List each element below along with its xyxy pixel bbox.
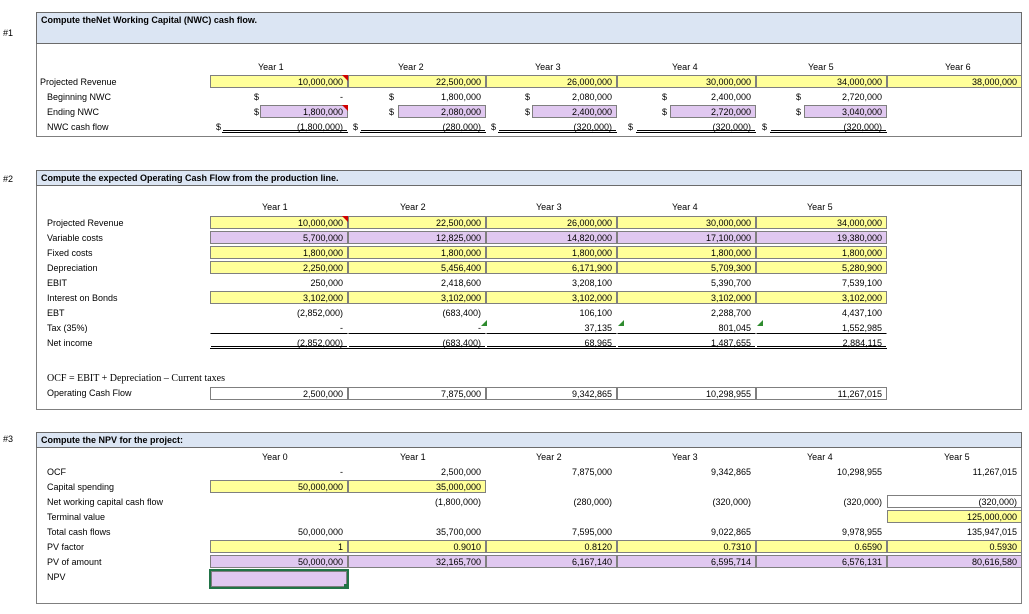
currency-symbol: $ [796, 92, 802, 102]
s2-cell[interactable]: 3,102,000 [348, 291, 486, 304]
s3-year-header: Year 1 [400, 452, 426, 462]
s2-cell[interactable]: 5,280,900 [756, 261, 887, 274]
s2-row-label: EBT [47, 308, 65, 318]
s2-cell[interactable]: 68,965 [486, 336, 617, 349]
s2-year-header: Year 4 [672, 202, 698, 212]
s3-cell[interactable]: (320,000) [887, 495, 1022, 508]
s3-cell[interactable]: 6,167,140 [486, 555, 617, 568]
s2-cell[interactable]: 3,102,000 [756, 291, 887, 304]
s2-cell[interactable]: 2,500,000 [210, 387, 348, 400]
s1-year-header: Year 2 [398, 62, 424, 72]
s2-row-label: Variable costs [47, 233, 103, 243]
s1-cell[interactable]: 10,000,000 [210, 75, 348, 88]
s3-cell[interactable]: 125,000,000 [887, 510, 1022, 523]
currency-symbol: $ [525, 107, 531, 117]
s2-row-label: Fixed costs [47, 248, 93, 258]
currency-symbol: $ [389, 107, 395, 117]
s2-year-header: Year 2 [400, 202, 426, 212]
currency-symbol: $ [389, 92, 395, 102]
s3-year-header: Year 3 [672, 452, 698, 462]
s2-year-header: Year 5 [807, 202, 833, 212]
s1-cell[interactable]: (320,000) [636, 120, 756, 133]
s2-cell[interactable]: 10,298,955 [617, 387, 756, 400]
s1-year-header: Year 3 [535, 62, 561, 72]
s3-row-label: NPV [47, 572, 66, 582]
s1-year-header: Year 5 [808, 62, 834, 72]
s1-cell[interactable]: 22,500,000 [348, 75, 486, 88]
s3-cell[interactable]: 9,978,955 [841, 527, 882, 537]
ocf-formula: OCF = EBIT + Depreciation – Current taxes [47, 373, 226, 384]
s3-cell[interactable]: 80,616,580 [887, 555, 1022, 568]
s3-cell[interactable]: 50,000,000 [297, 527, 343, 537]
s3-cell[interactable]: 35,000,000 [348, 480, 486, 493]
s2-cell[interactable]: - [348, 321, 486, 334]
s1-cell[interactable]: 2,400,000 [532, 105, 617, 118]
s2-cell[interactable]: 11,267,015 [756, 387, 887, 400]
s3-cell[interactable]: 9,022,865 [710, 527, 751, 537]
s2-cell[interactable]: 34,000,000 [756, 216, 887, 229]
s2-row-label: Depreciation [47, 263, 98, 273]
s3-cell[interactable]: 2,500,000 [440, 467, 481, 477]
s1-cell[interactable]: (320,000) [498, 120, 617, 133]
s2-row-label: Interest on Bonds [47, 293, 118, 303]
s2-cell[interactable]: 1,800,000 [210, 246, 348, 259]
s2-cell[interactable]: (2,852,000) [296, 308, 343, 318]
s3-cell[interactable]: 50,000,000 [210, 555, 348, 568]
s3-year-header: Year 5 [944, 452, 970, 462]
s2-cell[interactable]: 3,102,000 [617, 291, 756, 304]
s3-cell[interactable]: 1 [210, 540, 348, 553]
s2-row-label: Projected Revenue [47, 218, 124, 228]
currency-symbol: $ [662, 107, 668, 117]
section-2-title: Compute the expected Operating Cash Flow from the production line. [36, 170, 1022, 186]
currency-symbol: $ [353, 122, 359, 132]
s1-row-label: Projected Revenue [40, 77, 117, 87]
s3-cell[interactable]: 135,947,015 [966, 527, 1017, 537]
currency-symbol: $ [491, 122, 497, 132]
s2-cell[interactable]: 2,884,115 [756, 336, 887, 349]
s2-row-label: Operating Cash Flow [47, 388, 132, 398]
s2-cell[interactable]: 14,820,000 [486, 231, 617, 244]
s3-cell[interactable]: 10,298,955 [836, 467, 882, 477]
error-flag-icon [618, 320, 624, 326]
s2-cell[interactable]: 3,102,000 [210, 291, 348, 304]
s2-cell[interactable]: 801,045 [617, 321, 756, 334]
s3-cell[interactable]: - [340, 467, 343, 477]
s3-cell[interactable]: 0.6590 [756, 540, 887, 553]
s2-cell[interactable]: 1,552,985 [756, 321, 887, 334]
s2-cell[interactable]: 7,539,100 [841, 278, 882, 288]
s1-cell[interactable]: (320,000) [770, 120, 887, 133]
s3-cell[interactable]: (1,800,000) [434, 497, 481, 507]
currency-symbol: $ [254, 107, 260, 117]
s3-cell[interactable]: 0.7310 [617, 540, 756, 553]
s3-year-header: Year 2 [536, 452, 562, 462]
s2-year-header: Year 3 [536, 202, 562, 212]
s2-cell[interactable]: 5,390,700 [710, 278, 751, 288]
s2-cell[interactable]: 106,100 [579, 308, 612, 318]
s3-cell[interactable]: (280,000) [573, 497, 612, 507]
s2-cell[interactable]: 5,456,400 [348, 261, 486, 274]
s1-cell[interactable]: 2,720,000 [841, 92, 882, 102]
s3-row-label: Terminal value [47, 512, 106, 522]
s3-year-header: Year 4 [807, 452, 833, 462]
s3-row-label: PV of amount [47, 557, 102, 567]
s2-cell[interactable]: 250,000 [310, 278, 343, 288]
s3-cell[interactable]: (320,000) [843, 497, 882, 507]
currency-symbol: $ [662, 92, 668, 102]
s2-cell[interactable]: 1,800,000 [348, 246, 486, 259]
s2-cell[interactable]: 1,800,000 [756, 246, 887, 259]
s2-cell[interactable]: 12,825,000 [348, 231, 486, 244]
section-3-panel [36, 432, 1022, 604]
s3-cell[interactable]: (320,000) [712, 497, 751, 507]
section-marker-2: #2 [3, 174, 14, 184]
s2-cell[interactable]: 37,135 [486, 321, 617, 334]
s2-cell[interactable]: 2,288,700 [710, 308, 751, 318]
s2-cell[interactable]: 1,800,000 [617, 246, 756, 259]
s3-cell[interactable]: 6,576,131 [756, 555, 887, 568]
s1-row-label: Ending NWC [47, 107, 100, 117]
s2-cell[interactable]: 19,380,000 [756, 231, 887, 244]
s3-row-label: Capital spending [47, 482, 115, 492]
s2-cell[interactable]: 26,000,000 [486, 216, 617, 229]
s2-row-label: Tax (35%) [47, 323, 88, 333]
fill-handle[interactable] [344, 584, 349, 589]
s1-cell[interactable]: (1,800,000) [222, 120, 348, 133]
s1-year-header: Year 4 [672, 62, 698, 72]
s1-cell[interactable]: 34,000,000 [756, 75, 887, 88]
s1-row-label: Beginning NWC [47, 92, 112, 102]
currency-symbol: $ [762, 122, 768, 132]
s1-cell[interactable]: 2,400,000 [710, 92, 751, 102]
section-marker-3: #3 [3, 434, 14, 444]
s3-year-header: Year 0 [262, 452, 288, 462]
s1-cell[interactable]: 1,800,000 [440, 92, 481, 102]
s2-row-label: EBIT [47, 278, 68, 288]
s1-row-label: NWC cash flow [47, 122, 109, 132]
s2-cell[interactable]: 10,000,000 [210, 216, 348, 229]
s3-cell[interactable]: 6,595,714 [617, 555, 756, 568]
s2-cell[interactable]: 7,875,000 [348, 387, 486, 400]
s2-cell[interactable]: 5,709,300 [617, 261, 756, 274]
s1-cell[interactable]: 2,720,000 [670, 105, 756, 118]
s2-cell[interactable]: 1,487,655 [617, 336, 756, 349]
s3-cell[interactable]: 35,700,000 [435, 527, 481, 537]
s1-cell[interactable]: (280,000) [360, 120, 486, 133]
s1-year-header: Year 6 [945, 62, 971, 72]
s2-cell[interactable]: - [210, 321, 348, 334]
npv-cell[interactable] [211, 571, 347, 587]
s3-cell[interactable]: 32,165,700 [348, 555, 486, 568]
section-3-title: Compute the NPV for the project: [36, 432, 1022, 448]
currency-symbol: $ [628, 122, 634, 132]
s1-cell[interactable]: 2,080,000 [571, 92, 612, 102]
error-flag-icon [481, 320, 487, 326]
s3-cell[interactable]: 7,595,000 [571, 527, 612, 537]
s1-cell[interactable]: 1,800,000 [260, 105, 348, 118]
s3-cell[interactable]: 0.9010 [348, 540, 486, 553]
s3-cell[interactable]: 0.8120 [486, 540, 617, 553]
s2-cell[interactable]: 2,250,000 [210, 261, 348, 274]
s2-year-header: Year 1 [262, 202, 288, 212]
s3-row-label: Net working capital cash flow [47, 497, 164, 507]
s1-cell[interactable]: - [340, 92, 343, 102]
s2-cell[interactable]: 4,437,100 [841, 308, 882, 318]
s3-row-label: PV factor [47, 542, 85, 552]
s2-row-label: Net income [47, 338, 93, 348]
currency-symbol: $ [216, 122, 222, 132]
section-1-title: Compute theNet Working Capital (NWC) cash flow. [36, 12, 1022, 44]
s2-cell[interactable]: (683,400) [348, 336, 486, 349]
currency-symbol: $ [525, 92, 531, 102]
s2-cell[interactable]: 17,100,000 [617, 231, 756, 244]
s2-cell[interactable]: 9,342,865 [486, 387, 617, 400]
comment-indicator-icon [342, 105, 348, 111]
comment-indicator-icon [342, 75, 348, 81]
s2-cell[interactable]: 5,700,000 [210, 231, 348, 244]
error-flag-icon [757, 320, 763, 326]
s3-cell[interactable]: 9,342,865 [710, 467, 751, 477]
s1-cell[interactable]: 26,000,000 [486, 75, 617, 88]
s2-cell[interactable]: 22,500,000 [348, 216, 486, 229]
s2-cell[interactable]: 3,208,100 [571, 278, 612, 288]
s3-cell[interactable]: 11,267,015 [972, 467, 1017, 477]
s2-cell[interactable]: 1,800,000 [486, 246, 617, 259]
currency-symbol: $ [796, 107, 802, 117]
s2-cell[interactable]: (683,400) [442, 308, 481, 318]
section-marker-1: #1 [3, 28, 14, 38]
s2-cell[interactable]: 3,102,000 [486, 291, 617, 304]
s2-cell[interactable]: 6,171,900 [486, 261, 617, 274]
s2-cell[interactable]: (2,852,000) [210, 336, 348, 349]
s3-cell[interactable]: 7,875,000 [571, 467, 612, 477]
s3-row-label: OCF [47, 467, 66, 477]
s1-cell[interactable]: 38,000,000 [887, 75, 1022, 88]
s1-cell[interactable]: 2,080,000 [398, 105, 486, 118]
s2-cell[interactable]: 2,418,600 [440, 278, 481, 288]
s1-year-header: Year 1 [258, 62, 284, 72]
s1-cell[interactable]: 30,000,000 [617, 75, 756, 88]
s1-cell[interactable]: 3,040,000 [804, 105, 887, 118]
s3-cell[interactable]: 50,000,000 [210, 480, 348, 493]
s3-row-label: Total cash flows [47, 527, 111, 537]
s2-cell[interactable]: 30,000,000 [617, 216, 756, 229]
s3-cell[interactable]: 0.5930 [887, 540, 1022, 553]
currency-symbol: $ [254, 92, 260, 102]
